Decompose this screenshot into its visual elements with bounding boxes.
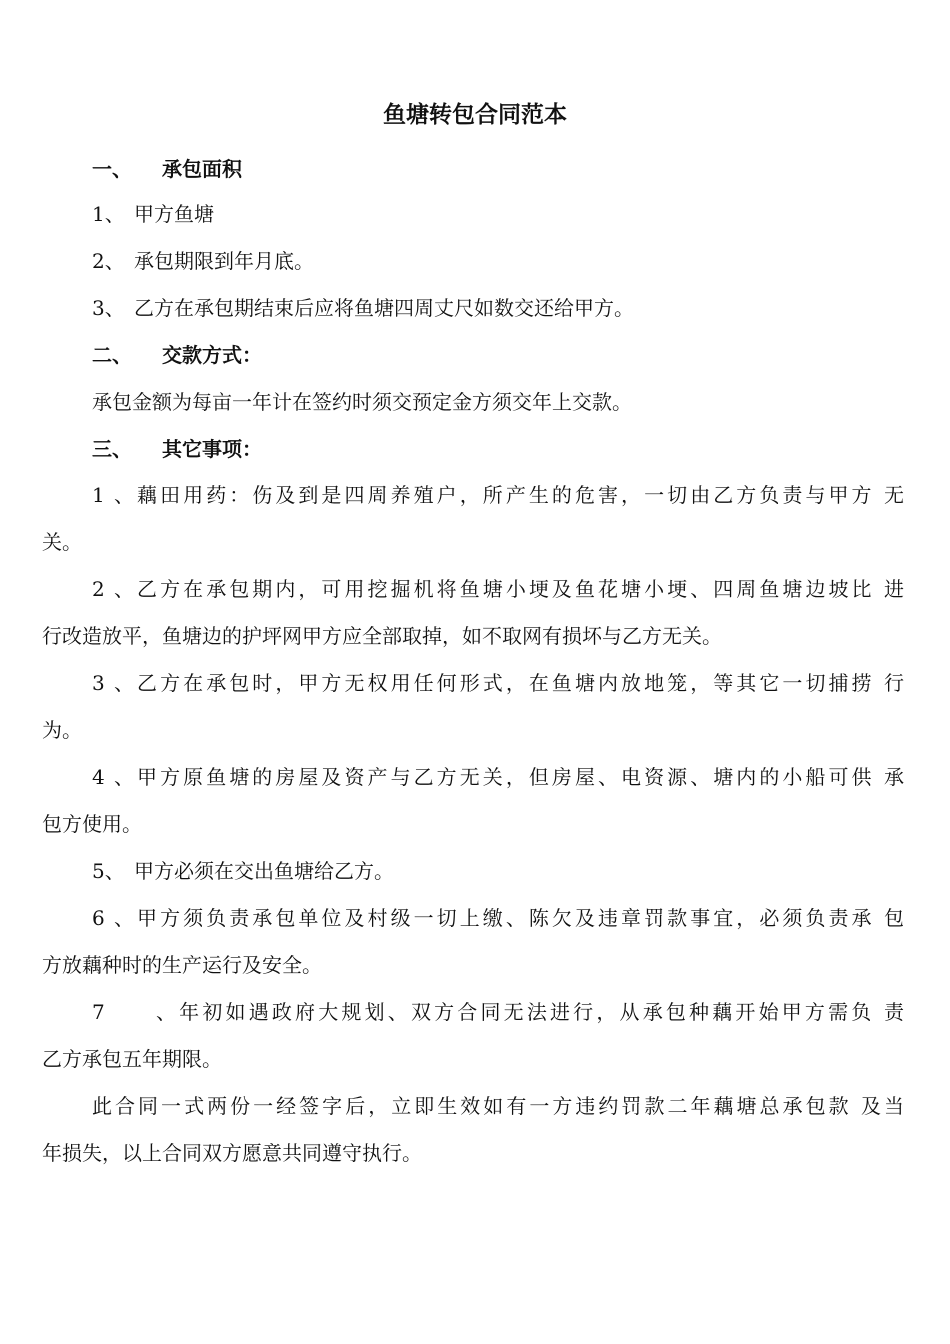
clause-line: 藕田用药：伤及到是四周养殖户，所产生的危害，一切由乙方负责与甲方 无 — [134, 483, 904, 507]
item-text: 乙方在承包期结束后应将鱼塘四周丈尺如数交还给甲方。 — [134, 296, 634, 320]
clause-line: 方放藕种时的生产运行及安全。 — [42, 953, 322, 977]
clause-line: 关。 — [42, 530, 82, 554]
item-number: 3、 — [92, 671, 134, 695]
clause-4 — [42, 754, 904, 848]
clause-2 — [42, 566, 904, 660]
section-title: 其它事项： — [162, 437, 262, 461]
clause-line: 包方使用。 — [42, 812, 142, 836]
clause-line: 乙方承包五年期限。 — [42, 1047, 222, 1071]
item-number: 7、 — [92, 1000, 176, 1024]
payment-text: 承包金额为每亩一年计在签约时须交预定金方须交年上交款。 — [92, 390, 632, 414]
clause-3 — [42, 660, 904, 754]
closing-line: 年损失，以上合同双方愿意共同遵守执行。 — [42, 1141, 422, 1165]
item-number: 3、 — [92, 296, 125, 320]
section-heading-1 — [92, 154, 242, 184]
item-number: 5、 — [92, 859, 125, 883]
list-item — [92, 199, 214, 229]
clause-line: 甲方原鱼塘的房屋及资产与乙方无关，但房屋、电资源、塘内的小船可供 承 — [134, 765, 904, 789]
section-title: 交款方式： — [162, 343, 262, 367]
clause-7 — [42, 989, 904, 1083]
clause-6 — [42, 895, 904, 989]
clause-line: 乙方在承包期内，可用挖掘机将鱼塘小埂及鱼花塘小埂、四周鱼塘边坡比 进 — [134, 577, 904, 601]
clause-line: 行改造放平，鱼塘边的护坪网甲方应全部取掉，如不取网有损坏与乙方无关。 — [42, 624, 722, 648]
item-number: 4、 — [92, 765, 134, 789]
section-number: 一、 — [92, 157, 132, 181]
closing-paragraph — [42, 1083, 904, 1177]
item-number: 2、 — [92, 249, 125, 273]
clause-line: 甲方必须在交出鱼塘给乙方。 — [134, 859, 394, 883]
list-item — [92, 293, 634, 323]
clause-line: 为。 — [42, 718, 82, 742]
item-number: 2、 — [92, 577, 134, 601]
clause-line: 乙方在承包时，甲方无权用任何形式，在鱼塘内放地笼，等其它一切捕捞 行 — [134, 671, 904, 695]
clause-5 — [92, 856, 394, 886]
item-number: 1、 — [92, 483, 134, 507]
section-number: 三、 — [92, 437, 132, 461]
item-number: 1、 — [92, 202, 125, 226]
document-title: 鱼塘转包合同范本 — [383, 102, 567, 128]
clause-1 — [42, 472, 904, 566]
item-text: 承包期限到年月底。 — [134, 249, 314, 273]
clause-line: 年初如遇政府大规划、双方合同无法进行，从承包种藕开始甲方需负 责 — [176, 1000, 904, 1024]
clause-line: 甲方须负责承包单位及村级一切上缴、陈欠及违章罚款事宜，必须负责承 包 — [134, 906, 904, 930]
list-item — [92, 246, 314, 276]
section-heading-3 — [92, 434, 262, 464]
section-title: 承包面积 — [162, 157, 242, 181]
section-number: 二、 — [92, 343, 132, 367]
section-heading-2 — [92, 340, 262, 370]
closing-line: 此合同一式两份一经签字后，立即生效如有一方违约罚款二年藕塘总承包款 及当 — [92, 1094, 904, 1118]
item-text: 甲方鱼塘 — [134, 202, 214, 226]
item-number: 6、 — [92, 906, 134, 930]
